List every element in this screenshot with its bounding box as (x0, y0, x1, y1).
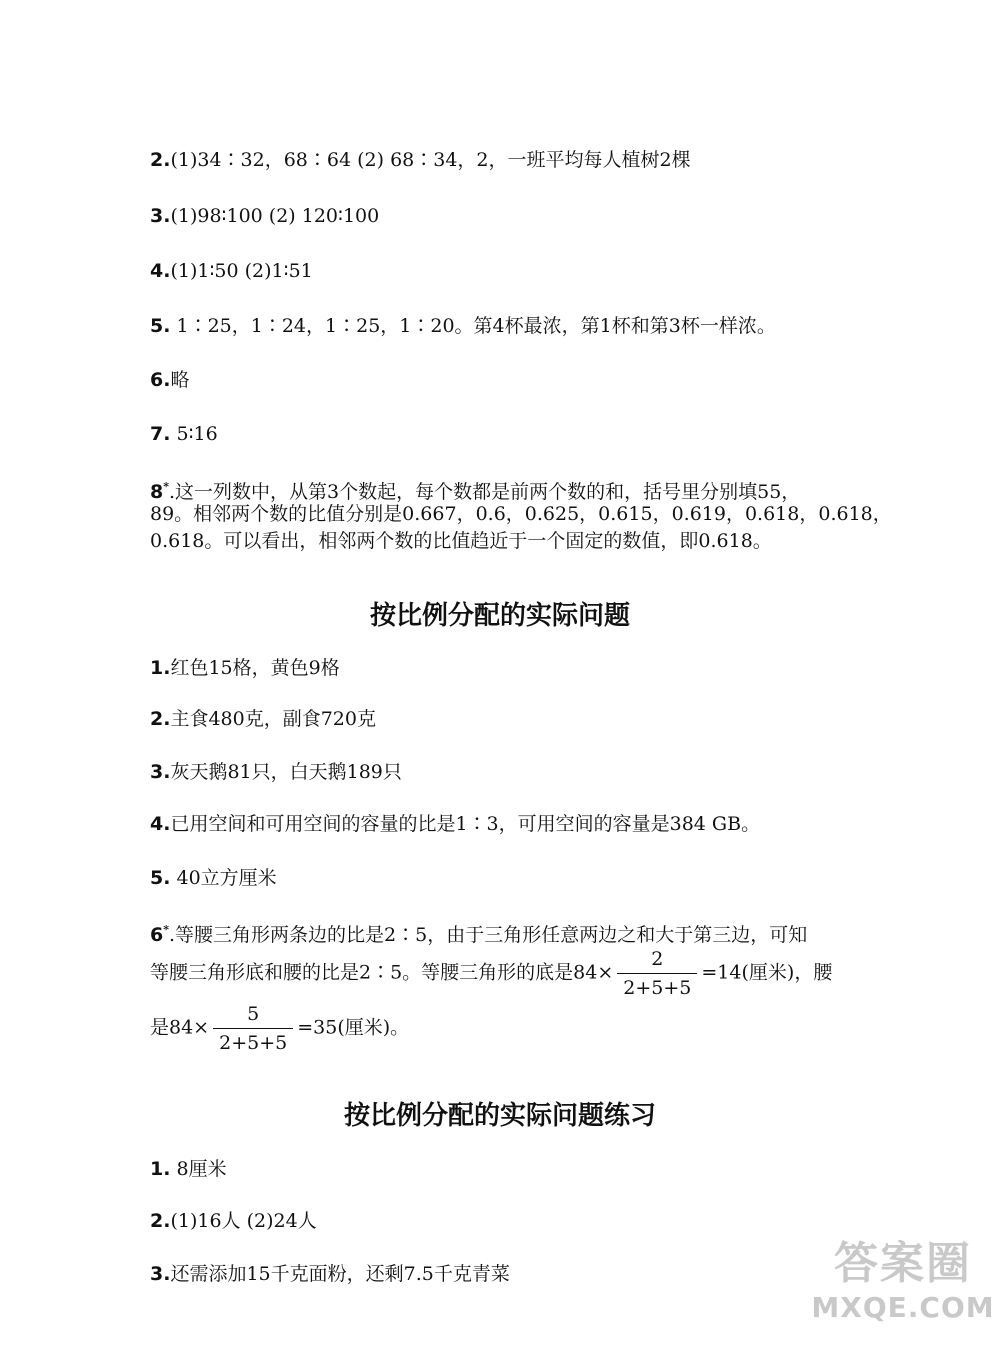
answer-2 (150, 1209, 317, 1233)
item-number: 2. (150, 149, 171, 171)
answer-text: 已用空间和可用空间的容量的比是1∶3，可用空间的容量是384 GB。 (170, 813, 761, 835)
item-number: 1. (150, 1158, 171, 1180)
answer-text: (1)16人 (2)24人 (170, 1210, 317, 1232)
answer-1 (150, 656, 340, 680)
item-number: 6. (150, 369, 171, 391)
answer-text: 灰天鹅81只，白天鹅189只 (170, 761, 402, 783)
answer-text: 5∶16 (170, 423, 218, 445)
item-number: 3. (150, 1263, 171, 1285)
answer-8-line-1 (150, 475, 800, 504)
answer-text: =35(厘米)。 (297, 1016, 410, 1039)
fraction-numerator: 5 (247, 1003, 260, 1025)
answer-3 (150, 1262, 510, 1286)
answer-3 (150, 204, 379, 228)
fraction-denominator: 2+5+5 (213, 1028, 293, 1054)
answer-text: .这一列数中，从第3个数起，每个数都是前两个数的和，括号里分别填55， (169, 481, 801, 503)
answer-5 (150, 314, 776, 338)
fraction (617, 948, 697, 999)
answer-2 (150, 148, 691, 172)
item-number: 7. (150, 423, 171, 445)
answer-text: 红色15格，黄色9格 (170, 657, 340, 679)
answer-text: 是84× (150, 1016, 210, 1039)
item-number: 5. (150, 867, 171, 889)
answer-text: (1)98∶100 (2) 120∶100 (170, 205, 380, 227)
section-heading: 按比例分配的实际问题练习 (343, 1101, 656, 1131)
answer-text: 40立方厘米 (170, 867, 277, 889)
answer-text: 略 (170, 369, 190, 391)
answer-3 (150, 760, 402, 784)
answer-text: 1∶25，1∶24，1∶25，1∶20。第4杯最浓，第1杯和第3杯一样浓。 (170, 315, 776, 337)
challenge-star: * (163, 923, 169, 936)
answer-6-line-1 (150, 918, 807, 947)
answer-text: 主食480克，副食720克 (170, 708, 376, 730)
item-number: 5. (150, 315, 171, 337)
item-number: 8 (150, 481, 164, 503)
answer-6 (150, 368, 189, 392)
answer-4 (150, 812, 760, 836)
answer-1 (150, 1157, 227, 1181)
answer-text: 等腰三角形底和腰的比是2∶5。等腰三角形的底是84× (150, 961, 614, 984)
answer-7 (150, 422, 218, 446)
challenge-star: * (163, 480, 169, 493)
section-heading: 按比例分配的实际问题 (369, 601, 630, 631)
item-number: 3. (150, 761, 171, 783)
answer-6-line-2 (150, 948, 832, 999)
answer-4 (150, 259, 313, 283)
answer-text: 8厘米 (170, 1158, 227, 1180)
answer-8-line-3: 0.618。可以看出，相邻两个数的比值趋近于一个固定的数值，即0.618。 (150, 530, 772, 552)
watermark-bottom-text: MXQE.COM (811, 1291, 995, 1324)
answer-text: (1)34∶32，68∶64 (2) 68∶34，2，一班平均每人植树2棵 (170, 149, 691, 171)
answer-text: 还需添加15千克面粉，还剩7.5千克青菜 (170, 1263, 510, 1285)
watermark-top-text: 答案圈 (834, 1238, 972, 1289)
item-number: 2. (150, 1210, 171, 1232)
answer-6-line-3 (150, 1003, 409, 1054)
item-number: 1. (150, 657, 171, 679)
fraction-numerator: 2 (651, 948, 664, 970)
fraction (213, 1003, 293, 1054)
item-number: 3. (150, 205, 171, 227)
answer-2 (150, 707, 376, 731)
answer-text: .等腰三角形两条边的比是2∶5，由于三角形任意两边之和大于第三边，可知 (169, 924, 808, 946)
fraction-denominator: 2+5+5 (617, 973, 697, 999)
item-number: 4. (150, 813, 171, 835)
item-number: 6 (150, 924, 164, 946)
answer-8-line-2: 89。相邻两个数的比值分别是0.667，0.6，0.625，0.615，0.619，0.618，0.618， (150, 503, 892, 525)
item-number: 2. (150, 708, 171, 730)
answer-text: (1)1∶50 (2)1∶51 (170, 260, 313, 282)
item-number: 4. (150, 260, 171, 282)
answer-5 (150, 866, 277, 890)
answer-text: =14(厘米)，腰 (701, 961, 833, 984)
watermark-logo (808, 1238, 998, 1348)
